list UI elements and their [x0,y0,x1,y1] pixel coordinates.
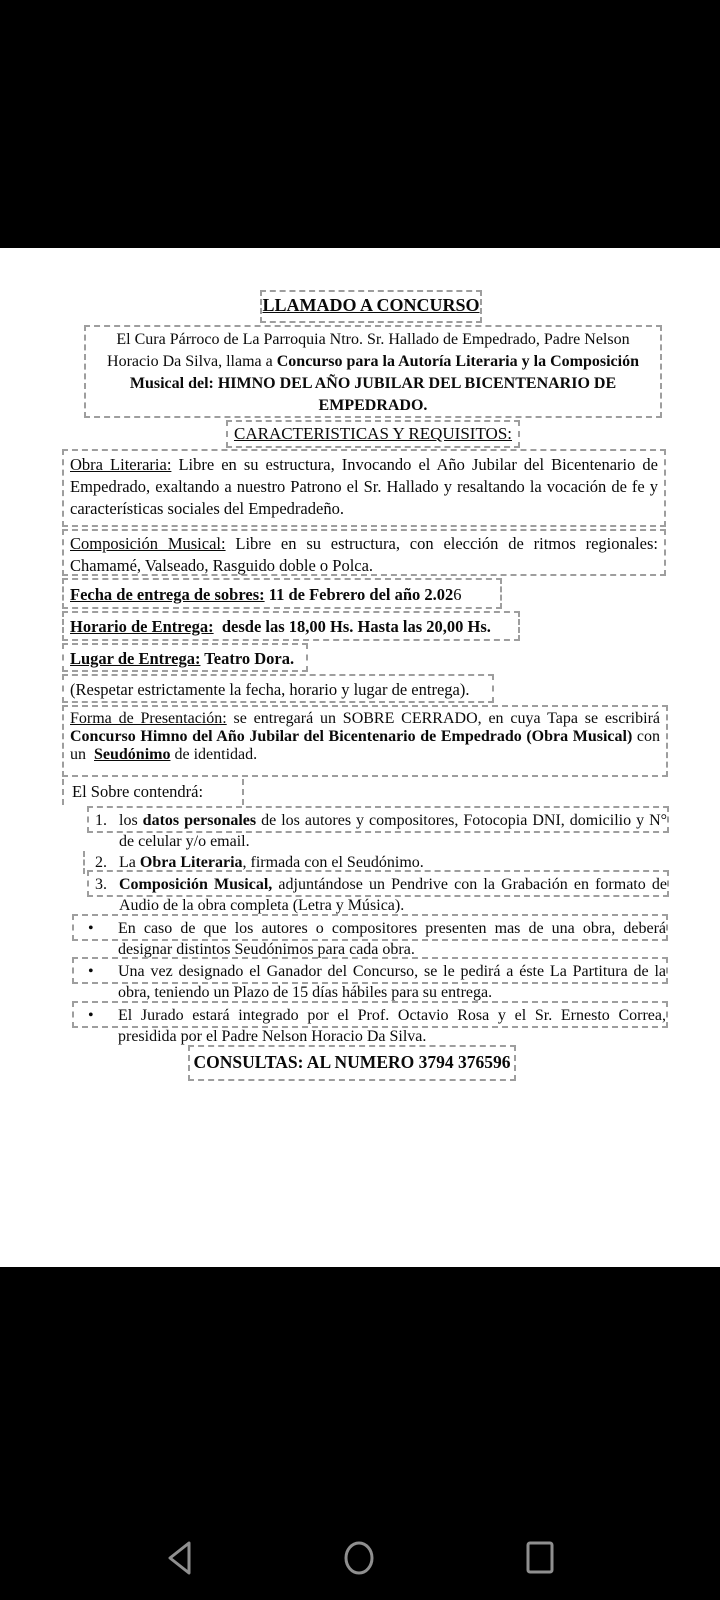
fecha-entrega-label: Fecha de entrega de sobres: [70,585,265,604]
consultas-frame [188,1045,516,1081]
bullet-text: Una vez designado el Ganador del Concurso, se le pedirá a éste La Partitura de la obra, teniendo un Plazo de 15 días hábiles para su entrega. [118,963,666,1001]
bullet-marker: • [88,963,94,980]
item-text-post: adjuntándose un Pendrive con la Grabación en formato de Audio de la obra completa (Letra y Música). [119,876,667,914]
obra-literaria-paragraph [62,449,666,527]
forma-presentacion-label: Forma de Presentación: [70,710,227,727]
intro-paragraph [84,325,662,418]
horario-entrega-line [62,611,520,641]
lugar-entrega-value: Teatro Dora. [200,649,295,668]
document-title-frame [260,290,482,323]
bullet-marker: • [88,1007,94,1024]
horario-entrega-label: Horario de Entrega: [70,617,214,636]
sobre-contendra-line [62,779,244,805]
consultas-text: CONSULTAS: AL NUMERO 3794 376596 [193,1052,511,1072]
bullet-item-1 [88,919,666,960]
back-icon [162,1538,200,1578]
list-number: 1. [95,812,107,829]
intro-bold-text: Concurso para la Autoría Literaria y la Composición Musical del: HIMNO DEL AÑO JUBILAR DEL BICENTENARIO DE EMPEDRADO. [129,353,639,414]
document-title: LLAMADO A CONCURSO [262,295,480,315]
fecha-entrega-line [62,578,502,609]
document-page[interactable] [0,248,720,1267]
sobre-contendra-text: El Sobre contendrá: [72,782,204,801]
item-text-post: de los autores y compositores, Fotocopia DNI, domicilio y N° de celular y/o email. [119,812,668,850]
obra-literaria-text: Libre en su estructura, Invocando el Año Jubilar del Bicentenario de Empedrado, exaltando a nuestro Patrono el Sr. Hallado y resaltando la vocación de fe y características sociales del Empedradeño. [70,455,659,518]
bullet-marker: • [88,920,94,937]
numbered-item-2 [95,853,667,874]
forma-presentacion-text1: se entregará un SOBRE CERRADO, en cuya Tapa se escribirá [226,710,660,727]
recents-icon [521,1538,559,1578]
composicion-musical-label: Composición Musical: [70,534,226,553]
nota-text: (Respetar estrictamente la fecha, horario y lugar de entrega). [70,680,470,699]
home-button[interactable] [340,1538,378,1578]
item-text-pre: los [119,812,143,829]
numbered-item-3 [95,875,667,916]
list-number: 3. [95,876,107,893]
nota-line [62,674,494,703]
forma-presentacion-bold: Concurso Himno del Año Jubilar del Bicentenario de Empedrado (Obra Musical) [70,728,633,745]
home-icon [340,1538,378,1578]
section-heading: CARACTERISTICAS Y REQUISITOS: [233,424,512,443]
dashed-frame [83,851,85,874]
intro-regular-text: El Cura Párroco de La Parroquia Ntro. Sr. Hallado de Empedrado, Padre Nelson Horacio Da Silva, llama a [107,331,630,370]
section-heading-frame [226,420,520,448]
fecha-entrega-value: 11 de Febrero del año 2.02 [264,585,454,604]
forma-presentacion-text2: con un [70,728,660,763]
numbered-item-1 [95,811,667,852]
bullet-text: En caso de que los autores o compositores presenten mas de una obra, deberá designar distintos Seudónimos para cada obra. [118,920,666,958]
fecha-entrega-value-tail: 6 [453,585,462,604]
composicion-musical-paragraph [62,529,666,576]
lugar-entrega-label: Lugar de Entrega: [70,649,201,668]
horario-entrega-value: desde las 18,00 Hs. Hasta las 20,00 Hs. [213,617,491,636]
seudonimo-word: Seudónimo [94,746,171,763]
composicion-musical-text: Libre en su estructura, con elección de ritmos regionales: Chamamé, Valseado, Rasguido doble o Polca. [70,534,658,575]
item-text-pre: La [119,854,140,871]
list-number: 2. [95,854,107,871]
bullet-item-2 [88,962,666,1003]
back-button[interactable] [162,1538,200,1578]
obra-literaria-label: Obra Literaria: [70,455,172,474]
recents-button[interactable] [521,1538,559,1578]
bullet-text: El Jurado estará integrado por el Prof. Octavio Rosa y el Sr. Ernesto Correa, presidida por el Padre Nelson Horacio Da Silva. [118,1007,666,1045]
forma-presentacion-text3: de identidad. [170,746,258,763]
bullet-item-3 [88,1006,666,1047]
item-text-bold: Composición Musical, [119,876,273,893]
item-text-bold: Obra Literaria [139,854,243,871]
lugar-entrega-line [62,643,308,672]
item-text-post: , firmada con el Seudónimo. [242,854,424,871]
item-text-bold: datos personales [142,812,257,829]
forma-presentacion-paragraph [62,705,668,777]
